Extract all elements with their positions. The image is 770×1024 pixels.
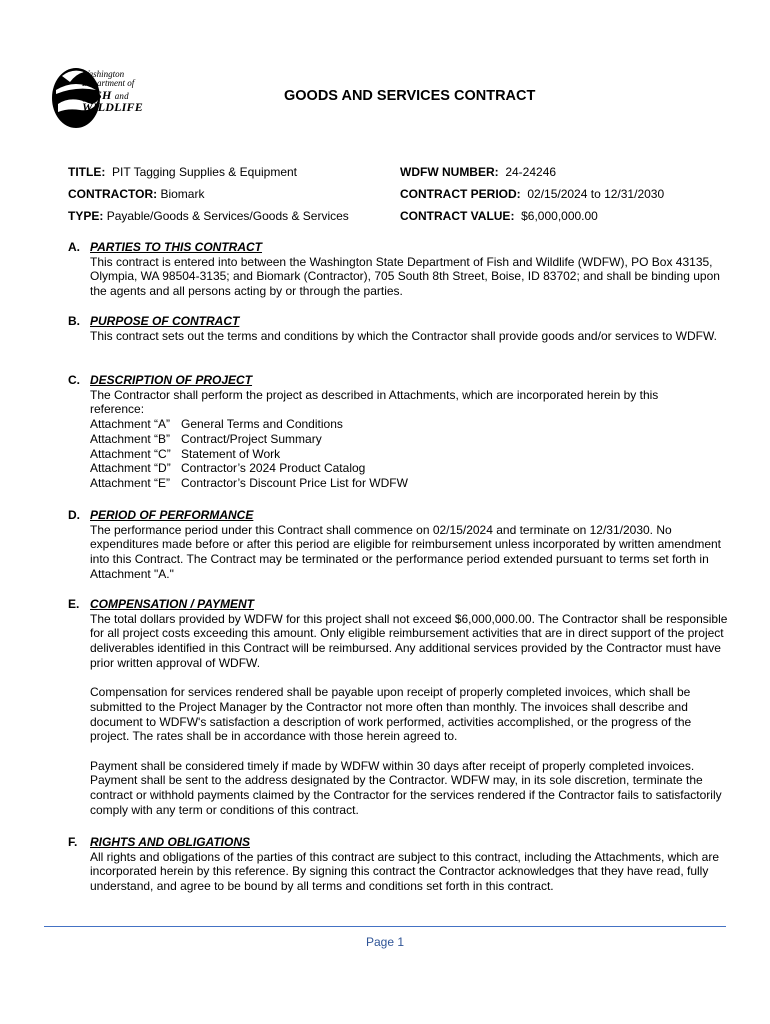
attachment-list [90, 417, 728, 491]
page-number: Page 1 [365, 935, 405, 949]
logo-and: and [114, 90, 129, 101]
attachment-desc: Contractor’s 2024 Product Catalog [181, 461, 366, 476]
meta-value-value: $6,000,000.00 [521, 209, 598, 223]
footer-divider [44, 926, 726, 927]
attachment-label: Attachment “D” [90, 461, 171, 476]
meta-type-label: TYPE: [68, 209, 104, 223]
logo-wordmark [82, 70, 143, 114]
section-d-text: The performance period under this Contract shall commence on 02/15/2024 and terminate on 12/31/2030. No expenditures made before or after this period are eligible for reimbursement unless incorporated by written amendment into this Contract. The Contract may be terminated or the performance period extended pursuant to terms set forth in Attachment "A." [90, 522, 721, 581]
meta-type-value: Payable/Goods & Services/Goods & Services [106, 209, 349, 223]
meta-number [400, 165, 556, 179]
attachment-label: Attachment “B” [90, 431, 171, 446]
wdfw-logo [50, 60, 170, 140]
section-c [68, 373, 728, 491]
attachment-item [90, 432, 728, 447]
meta-type [68, 209, 349, 223]
meta-number-label: WDFW NUMBER: [400, 165, 499, 179]
meta-number-value: 24-24246 [505, 165, 557, 179]
section-f-heading: RIGHTS AND OBLIGATIONS [90, 835, 250, 849]
section-b-letter: B. [68, 314, 80, 328]
attachment-label: Attachment “A” [90, 417, 171, 432]
attachment-item [90, 417, 728, 432]
logo-line-1: Washington [82, 69, 125, 79]
meta-title [68, 165, 297, 179]
section-e-paragraph-1: The total dollars provided by WDFW for this project shall not exceed $6,000,000.00. The Contractor shall be responsible for all project costs exceeding this amount. Only eligible reimbursement activities that are in direct support of the project deliverables identified in this Contract will be reimbursed. Any additional services provided by the Contractor must have prior written approval of WDFW. [90, 611, 728, 670]
section-d-heading: PERIOD OF PERFORMANCE [90, 508, 254, 522]
meta-value [400, 209, 598, 223]
meta-title-label: TITLE: [68, 165, 106, 179]
section-f [68, 835, 728, 894]
section-a [68, 240, 728, 299]
attachment-label: Attachment “E” [90, 475, 171, 490]
attachment-item [90, 476, 728, 491]
attachment-desc: General Terms and Conditions [181, 417, 343, 432]
section-b-heading: PURPOSE OF CONTRACT [90, 314, 240, 328]
section-f-letter: F. [68, 835, 78, 849]
meta-period-value: 02/15/2024 to 12/31/2030 [527, 187, 665, 201]
meta-period [400, 187, 664, 201]
section-c-heading: DESCRIPTION OF PROJECT [90, 373, 253, 387]
meta-period-label: CONTRACT PERIOD: [400, 187, 521, 201]
meta-contractor-label: CONTRACTOR: [68, 187, 158, 201]
section-d [68, 508, 728, 582]
meta-contractor [68, 187, 204, 201]
section-e-letter: E. [68, 597, 80, 611]
logo-line-4: WILDLIFE [82, 100, 143, 115]
section-a-text: This contract is entered into between the Washington State Department of Fish and Wildlife (WDFW), PO Box 43135, Olympia, WA 98504-3135; and Biomark (Contractor), 705 South 8th Street, Boise, ID 83702; and shall be binding upon the agents and all persons acting by or through the parties. [90, 254, 720, 299]
attachment-desc: Contractor’s Discount Price List for WDFW [181, 475, 408, 490]
meta-title-value: PIT Tagging Supplies & Equipment [112, 165, 298, 179]
meta-value-label: CONTRACT VALUE: [400, 209, 515, 223]
logo-line-2: Department of [82, 78, 135, 89]
section-e-paragraph-2: Compensation for services rendered shall be payable upon receipt of properly completed invoices, which shall be submitted to the Project Manager by the Contractor not more often than monthly. The invoices shall describe and document to WDFW's satisfaction a description of work performed, activities accomplished, or the progress of the project. The rates shall be in accordance with those herein agreed to. [90, 685, 692, 744]
attachment-desc: Statement of Work [181, 446, 281, 461]
section-a-letter: A. [68, 240, 80, 254]
section-b-text: This contract sets out the terms and conditions by which the Contractor shall provide goods and/or services to WDFW. [90, 328, 717, 343]
section-e-heading: COMPENSATION / PAYMENT [90, 597, 255, 611]
attachment-item [90, 447, 728, 462]
section-e-paragraph-3: Payment shall be considered timely if made by WDFW within 30 days after receipt of properly completed invoices. Payment shall be sent to the address designated by the Contractor. WDFW may, in its sole discretion, terminate the contract or withhold payments claimed by the Contractor for the services rendered if the Contractor fails to satisfactorily comply with any term or conditions of this contract. [90, 758, 722, 817]
section-d-letter: D. [68, 508, 80, 522]
section-c-letter: C. [68, 373, 80, 387]
logo-fish: FISH [82, 87, 112, 102]
attachment-desc: Contract/Project Summary [181, 431, 322, 446]
meta-contractor-value: Biomark [160, 187, 205, 201]
attachment-item [90, 461, 728, 476]
section-a-heading: PARTIES TO THIS CONTRACT [90, 240, 263, 254]
section-c-text: The Contractor shall perform the project as described in Attachments, which are incorporated herein by this reference: [90, 387, 659, 417]
section-b [68, 314, 728, 343]
document-title: GOODS AND SERVICES CONTRACT [284, 88, 536, 104]
section-e [68, 597, 728, 818]
section-f-text: All rights and obligations of the parties of this contract are subject to this contract, including the Attachments, which are incorporated herein by this reference. By signing this contract the Contractor acknowledges that they have read, fully understand, and agree to be bound by all terms and conditions set forth in this contract. [90, 849, 720, 894]
attachment-label: Attachment “C” [90, 446, 171, 461]
